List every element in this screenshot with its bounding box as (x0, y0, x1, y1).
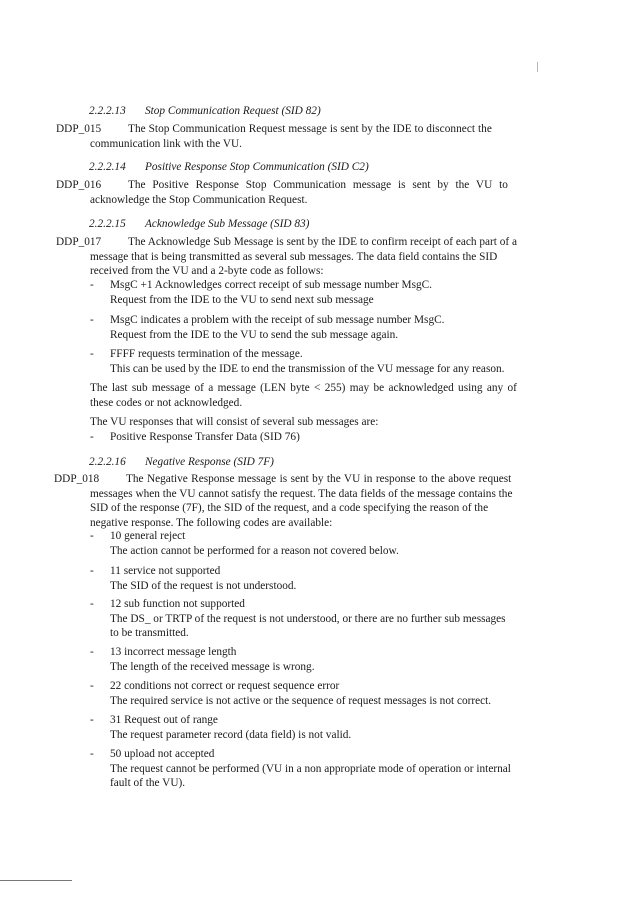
section-heading-2-2-2-14 (89, 160, 369, 175)
code-description: The SID of the request is not understood. (110, 579, 297, 592)
list-item-text: FFFF requests termination of the message. (110, 348, 303, 360)
requirement-text-line: messages when the VU cannot satisfy the request. The data fields of the message contains the (90, 487, 513, 500)
code-description: to be transmitted. (110, 627, 189, 640)
requirement-label: DDP_018 (54, 473, 100, 485)
list-bullet: - (90, 646, 94, 658)
requirement-text-line: The Positive Response Stop Communication message is sent by the VU to (128, 179, 508, 191)
requirement-text-line: message that is being transmitted as several sub messages. The data field contains the SID (90, 250, 498, 263)
heading-title: Stop Communication Request (SID 82) (145, 105, 321, 117)
requirement-ddp-016 (56, 178, 552, 207)
code-title: 31 Request out of range (110, 714, 218, 726)
list-item-text: This can be used by the IDE to end the transmission of the VU message for any reason. (110, 362, 505, 375)
heading-title: Positive Response Stop Communication (SID C2) (145, 161, 369, 173)
code-title: 10 general reject (110, 530, 186, 542)
heading-number: 2.2.2.16 (89, 456, 126, 468)
list-item-text: MsgC +1 Acknowledges correct receipt of sub message number MsgC. (110, 279, 432, 291)
code-description: The request cannot be performed (VU in a non appropriate mode of operation or internal (110, 762, 511, 775)
code-title: 22 conditions not correct or request sequence error (110, 680, 340, 692)
code-title: 13 incorrect message length (110, 646, 237, 658)
list-bullet: - (90, 314, 94, 326)
code-description: fault of the VU). (110, 777, 186, 790)
list-item-text: Request from the IDE to the VU to send next sub message (110, 293, 374, 306)
list-item-text: Positive Response Transfer Data (SID 76) (110, 431, 300, 443)
list-bullet: - (90, 279, 94, 291)
paragraph-line: The VU responses that will consist of several sub messages are: (90, 416, 379, 428)
footer-rule (0, 880, 72, 881)
section-heading-2-2-2-15 (89, 217, 309, 232)
code-title: 11 service not supported (110, 565, 221, 577)
paragraph-vu-responses (90, 415, 552, 430)
paragraph-last-sub-message (90, 381, 552, 410)
requirement-text-line: The Stop Communication Request message is sent by the IDE to disconnect the (128, 123, 492, 135)
heading-number: 2.2.2.14 (89, 161, 126, 173)
paragraph-line: these codes or not acknowledged. (90, 396, 243, 409)
list-item-text: Request from the IDE to the VU to send the sub message again. (110, 328, 399, 341)
requirement-text-line: received from the VU and a 2-byte code as follows: (90, 265, 324, 278)
code-title: 12 sub function not supported (110, 598, 245, 610)
requirement-ddp-015 (56, 122, 552, 151)
margin-mark (537, 62, 538, 72)
list-bullet: - (90, 598, 94, 610)
requirement-label: DDP_016 (56, 179, 102, 191)
code-description: The DS_ or TRTP of the request is not understood, or there are no further sub messages (110, 612, 506, 625)
section-heading-2-2-2-16 (89, 455, 274, 470)
list-item-text: MsgC indicates a problem with the receipt of sub message number MsgC. (110, 314, 445, 326)
code-description: The required service is not active or the sequence of request messages is not correct. (110, 694, 492, 707)
list-bullet: - (90, 714, 94, 726)
heading-title: Negative Response (SID 7F) (145, 456, 274, 468)
code-description: The action cannot be performed for a reason not covered below. (110, 544, 399, 557)
list-bullet: - (90, 680, 94, 692)
requirement-ddp-017 (56, 235, 552, 279)
requirement-text-line: The Negative Response message is sent by the VU in response to the above request (126, 473, 512, 485)
requirement-ddp-018 (54, 472, 552, 530)
list-bullet: - (90, 431, 94, 443)
code-description: The request parameter record (data field) is not valid. (110, 728, 352, 741)
code-title: 50 upload not accepted (110, 748, 215, 760)
requirement-text-line: communication link with the VU. (90, 137, 242, 150)
list-bullet: - (90, 348, 94, 360)
paragraph-line: The last sub message of a message (LEN byte < 255) may be acknowledged using any of (90, 382, 517, 394)
requirement-text-line: negative response. The following codes are available: (90, 516, 333, 529)
requirement-text-line: acknowledge the Stop Communication Request. (90, 193, 308, 206)
requirement-label: DDP_017 (56, 236, 102, 248)
requirement-label: DDP_015 (56, 123, 102, 135)
section-heading-2-2-2-13 (89, 104, 321, 119)
requirement-text-line: SID of the response (7F), the SID of the request, and a code specifying the reason of the (90, 502, 489, 515)
list-bullet: - (90, 748, 94, 760)
heading-number: 2.2.2.13 (89, 105, 126, 117)
heading-title: Acknowledge Sub Message (SID 83) (145, 218, 310, 230)
code-description: The length of the received message is wrong. (110, 660, 315, 673)
requirement-text-line: The Acknowledge Sub Message is sent by the IDE to confirm receipt of each part of a (128, 236, 517, 248)
heading-number: 2.2.2.15 (89, 218, 126, 230)
list-bullet: - (90, 530, 94, 542)
list-bullet: - (90, 565, 94, 577)
